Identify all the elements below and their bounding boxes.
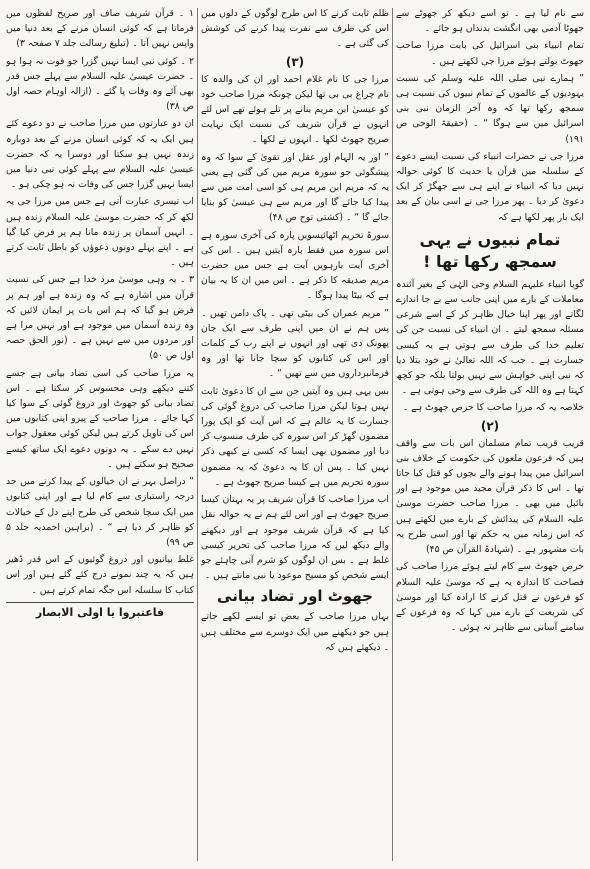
paragraph: حرص جھوٹ سے کام لیتے ہوئے مرزا صاحب کی فصاحت کا اندازہ یہ ہے کہ موسیٰ علیہ السلام کو فرعون نے قتل کرنے کا ارادہ کیا اور موسیٰ کی شریعت کے بارے میں کہا کہ وہ فرعون کے سامنے آسانی سے ظاہر نہ ہوئی ۔ bbox=[396, 561, 584, 634]
paragraph: اب تیسری عبارت آتی ہے جس میں مرزا جی یہ لکھ کر کہ حضرت موسیٰ علیہ السلام زندہ ہیں ۔ انہیں آسمان پر زندہ مانا ہم پر فرض کیا گیا ہے ۔ اپنے پہلے دونوں دعوؤں کو باطل ثابت کرتے ہیں ۔ bbox=[6, 196, 194, 269]
paragraph: ۱ ۔ قرآن شریف صاف اور صریح لفظوں میں فرماتا ہے کہ کوئی انسان مرنے کے بعد دنیا میں واپس نہیں آتا ۔ (تبلیغ رسالت جلد ۷ صفحہ ۳) bbox=[6, 8, 194, 50]
paragraph: سے نام لیا ہے ۔ تو اسے دیکھ کر جھوٹے سے جھوٹا آدمی بھی انگشت بدنداں ہو جائے ۔ bbox=[396, 8, 584, 35]
paragraph: بہاں مرزا صاحب کے بعض تو ایسے لکھے جاتے ہیں جو دیکھنے میں ایک دوسرے سے مختلف ہیں ۔ دیکھئے ہیں کہ bbox=[201, 611, 389, 653]
paragraph: اب مرزا صاحب کا قرآن شریف پر یہ بہتان کیسا صریح جھوٹ ہے اور اس لئے ہم نے یہ حوالہ نقل کیا ہے کہ قرآن شریف موجود ہے اور دیکھنے والے دیکھ لیں کہ مرزا صاحب کی تحریر کیسی غلط ہے ۔ بس ان لوگوں کو شرم آنی چاہئے جو ایسے شخص کو مسیح موعود یا نبی مانتے ہیں ۔ bbox=[201, 494, 389, 582]
section-number: (۲) bbox=[480, 418, 500, 433]
paragraph: بس یہی ہیں وہ آیتیں جن سے ان کا دعویٰ ثابت نہیں ہوتا لیکن مرزا صاحب کی دروغ گوئی کی جسارت کا یہ عالم ہے کہ اس آیت کو ایک پورا مضمون گھڑ کر اس سورہ کی طرف منسوب کر دیا اور مضمون بھی ایسا کہ کسی نے کبھی ذکر نہیں کیا ۔ پس ان کا یہ دعویٰ کہ یہ مضمون سورہ تحریم میں ہے کیسا صریح جھوٹ ہے ۔ bbox=[201, 385, 389, 488]
closing-line: فاعتبروا یا اولی الابصار bbox=[6, 602, 194, 620]
paragraph: ظلم ثابت کرنے کا اس طرح لوگوں کے دلوں میں اس کی طرف سے نفرت پیدا کرنے کی کوشش کی گئی ہے ۔ bbox=[201, 8, 389, 50]
section-heading: جھوٹ اور تضاد بیانی bbox=[217, 587, 373, 606]
quote-paragraph: ” مریم عمران کی بیٹی تھی ۔ پاک دامن تھیں ۔ پس ہم نے ان میں اپنی طرف سے ایک جان پھونک دی تھی اور انہوں نے اپنے رب کے کلمات اور اس کی کتابوں کو سچا جانا تھا اور وہ فرمانبرداروں میں سے تھیں “ ۔ bbox=[201, 307, 389, 380]
paragraph: یہ مرزا صاحب کی اسی تضاد بیانی ہے جسے کتنے دیکھے وہی محسوس کر سکتا ہے ۔ اس تضاد بیانی کو جھوٹ اور دروغ گوئی کے سوا کیا کہا جائے ۔ مرزا صاحب کے پیرو اپنی کتابوں میں اس کی تاویل کرتے ہیں لیکن کوئی معقول جواب نہیں دے سکے ۔ یہ دونوں دعوے ایک ساتھ کیسے صحیح ہو سکتے ہیں ۔ bbox=[6, 367, 194, 470]
paragraph: مرزا جی نے حضرات انبیاء کی نسبت ایسے دعوے کے سلسلہ میں قرآن یا حدیث کا کوئی حوالہ نہیں دیا کہ انبیاء نے اپنے ہی سے جھگڑ کر ایک دعویٰ کر دیا ۔ پھر مرزا جی نے اسی بیان کے بعد ایک بار پھر لکھا ہے کہ bbox=[396, 150, 584, 223]
column-divider bbox=[392, 8, 393, 861]
paragraph: سورۃ تحریم اٹھائیسویں پارہ کی آخری سورہ ہے اس سورہ میں فقط بارہ آیتیں ہیں ۔ اس کی آخری آیت بارہویں آیت ہے جس میں حضرت مریم صدیقہ کا ذکر ہے ۔ اس میں ان کا یہ بیان ہے کہ بیٹا پیدا ہوگا ۔ bbox=[201, 229, 389, 302]
section-number: (۳) bbox=[285, 54, 305, 69]
section-heading: تمام نبیوں نے یہی سمجھ رکھا تھا ! bbox=[419, 229, 561, 271]
quote-paragraph: ” ہمارے نبی صلی اللہ علیہ وسلم کی نسبت یہودیوں کے عالموں کے تمام نبیوں کی نسبت ہی سمجھ رکھا تھا کہ وہ آخر الزمان نبی بنی اسرائیل میں سے ہوگا “ ۔ (حقیقۃ الوحی ص ۱۹۱) bbox=[396, 72, 584, 145]
three-column-layout bbox=[6, 6, 584, 863]
paragraph: مرزا جی کا نام غلام احمد اور ان کی والدہ کا نام چراغ بی بی تھا لیکن چونکہ مرزا صاحب خود کو عیسیٰ ابن مریم بنانے پر تلے ہوئے تھے اس لئے انہوں نے قرآن شریف کی نسبت ایک نہایت صریح جھوٹ لکھا ۔ انہوں نے لکھا ۔ bbox=[201, 73, 389, 146]
quote-paragraph: ” اور یہ الہام اور عقل اور تقویٰ کے سوا کہ وہ پیشگوئی جو سورہ مریم میں کی گئی ہے یعنی یہ کہ مریم ابن مریم ہی کو اسی امت میں سے پیدا کیا جائے گا اور مریم سے ہی عیسیٰ کو بنایا جائے گا “ ۔ (کشتی نوح ص ۴۸) bbox=[201, 151, 389, 224]
column-divider bbox=[197, 8, 198, 861]
paragraph: ۳ ۔ یہ وہی موسیٰ مرد خدا ہے جس کی نسبت قرآن میں اشارہ ہے کہ وہ زندہ ہے اور ہم پر فرض ہو گیا کہ ہم اس بات پر ایمان لائیں کہ وہ زندہ آسمان میں موجود ہے اور نہیں مرا ہے اور مردوں میں سے نہیں ہے ۔ (نور الحق حصہ اول ص ۵۰) bbox=[6, 274, 194, 362]
paragraph: تمام انبیاء بنی اسرائیل کی بابت مرزا صاحب جھوٹ بولتے ہوئے مرزا جی لکھتے ہیں ۔ bbox=[396, 40, 584, 67]
paragraph: خلاصہ یہ کہ مرزا صاحب کا حرص جھوٹ ہے ۔ bbox=[402, 402, 584, 414]
paragraph: گویا انبیاء علیہم السلام وحی الہٰی کے بغیر آئندہ معاملات کے بارے میں اپنی جانب سے بے جا اندازے لگاتے اور پھر اپنا خیال ظاہر کر کے اسے شرعی مسئلہ سمجھ لیتے ۔ ان انبیاء کی نسبت جن کی تعلیم خدا کی طرف سے ہوتی ہے یہ کیسی جسارت ہے ۔ جب کہ اللہ تعالیٰ نے خود بتلا دیا کہ نبی اپنی خواہش سے نہیں بولتا بلکہ جو کچھ کہتا ہے وہ اللہ کی طرف سے وحی ہوتی ہے ۔ bbox=[396, 278, 584, 397]
paragraph: ان دو عبارتوں میں مرزا صاحب نے دو دعوے کئے ہیں ایک یہ کہ کوئی انسان مرنے کے بعد دوبارہ زندہ نہیں ہو سکتا اور دوسرا یہ کہ حضرت عیسیٰ علیہ السلام سے پہلے کوئی نبی دنیا میں ایسا نہیں گزرا جس کی وفات نہ ہو چکی ہو ۔ bbox=[6, 118, 194, 191]
paragraph: قریب قریب تمام مسلمان اس بات سے واقف ہیں کہ فرعون ملعون کی حکومت کے خلاف بنی اسرائیل میں پیدا ہونے والے بچوں کو قتل کیا جاتا تھا ۔ اس کا ذکر قرآن مجید میں موجود ہے اور بائبل میں بھی ۔ مرزا صاحب حضرت موسیٰ علیہ السلام کی پیدائش کے بارے میں لکھتے ہیں کہ اس زمانہ میں یہ حکم تھا اور اسی طرح یہ بات مشہور ہے ۔ (شہادۃ القرآن ص ۴۵) bbox=[396, 437, 584, 556]
column-left bbox=[6, 6, 194, 863]
paragraph: غلط بیانیوں اور دروغ گوئیوں کے اس قدر ڈھیر ہیں کہ یہ چند نمونے درج کئے گئے ہیں اور اس کتاب کا سلسلہ اس جگہ تمام کرتے ہیں ۔ bbox=[6, 554, 194, 596]
column-right bbox=[396, 6, 584, 863]
paragraph: ۲ ۔ کوئی نبی ایسا نہیں گزرا جو فوت نہ ہوا ہو ۔ حضرت عیسیٰ علیہ السلام سے پہلے جس قدر بھی آئے وہ وفات پا گئے ۔ (ازالہ اوہام حصہ اول ص ۳۸) bbox=[6, 55, 194, 113]
column-middle bbox=[201, 6, 389, 863]
quote-paragraph: ” دراصل بہر نے ان خیالوں کے پیدا کرنے میں حد درجہ راستبازی سے کام لیا ہے اور اپنی کتابوں میں ایک سچا شخص کی طرح اپنے دل کے خیالات کو ظاہر کر دیا ہے “ ۔ (براہین احمدیہ جلد ۵ ص ۹۹) bbox=[6, 476, 194, 548]
